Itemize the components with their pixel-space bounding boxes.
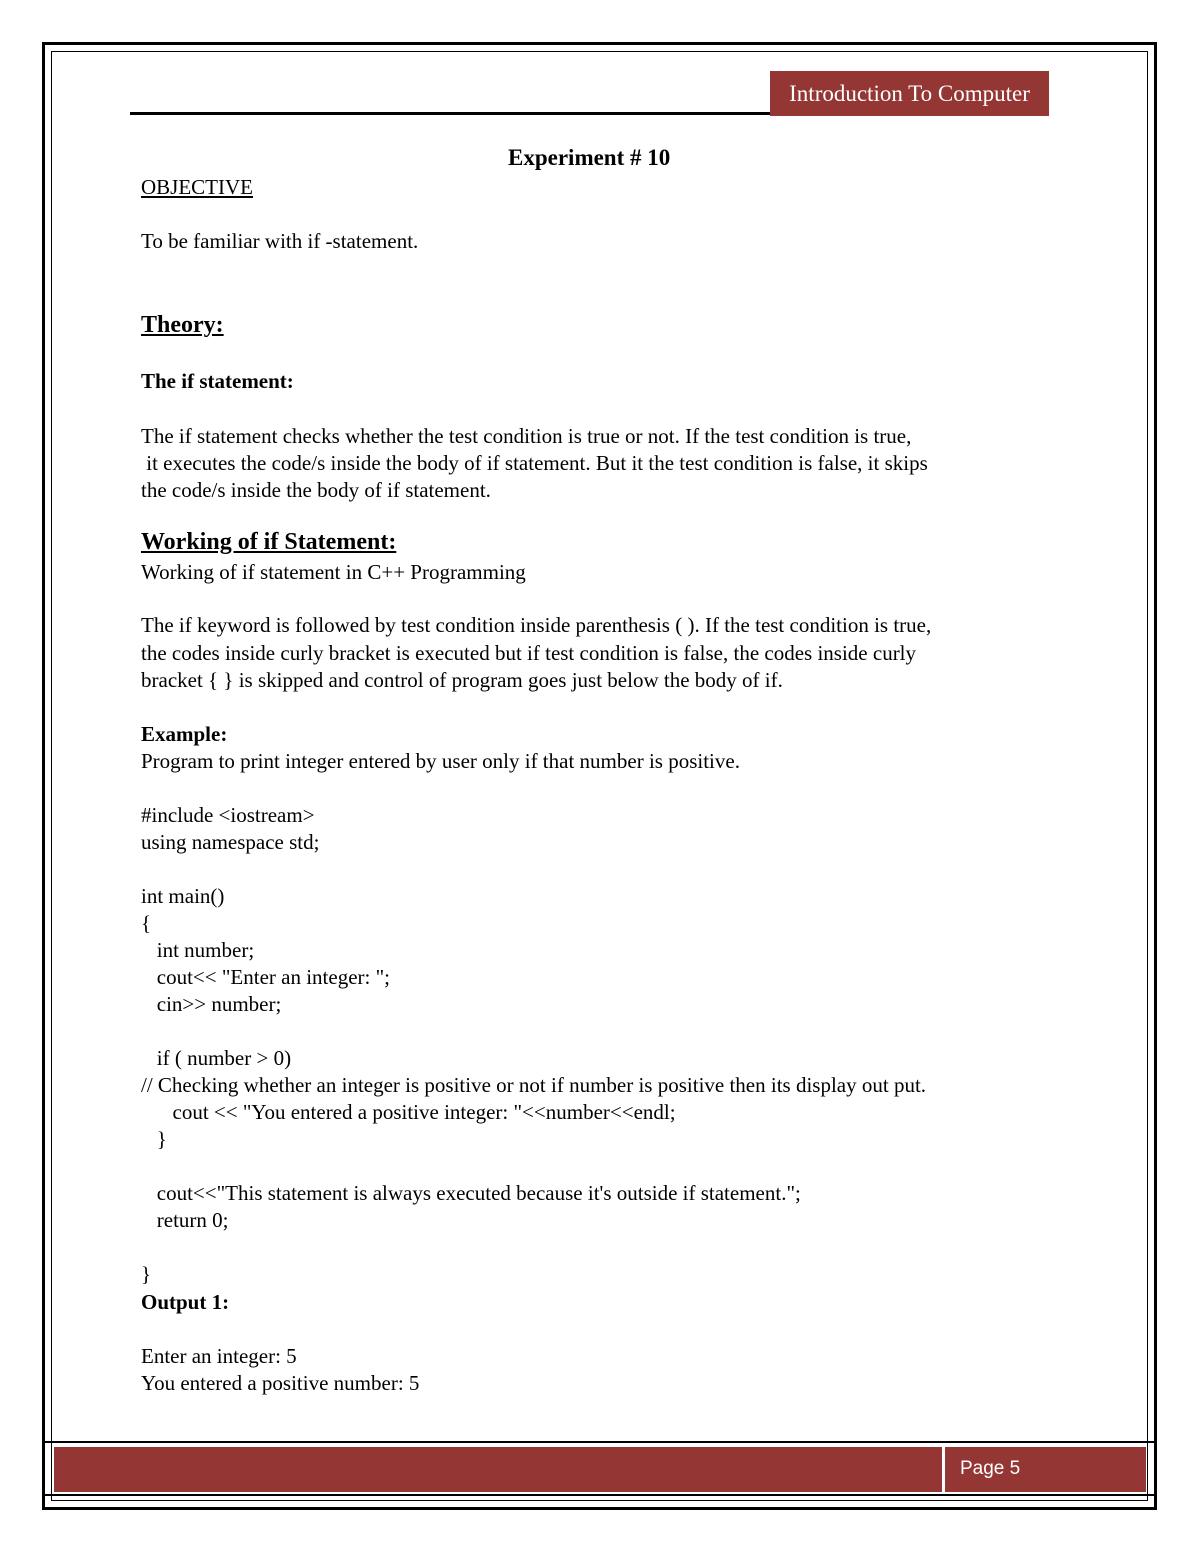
output-heading: Output 1: [141,1290,230,1314]
theory-line: the code/s inside the body of if statement. [141,478,491,502]
working-line: bracket { } is skipped and control of program goes just below the body of if. [141,668,783,692]
theory-line: it executes the code/s inside the body of if statement. But it the test condition is false, it skips [141,451,928,475]
example-heading: Example: [141,722,228,746]
working-caption: Working of if statement in C++ Programming [141,560,526,584]
footer-rule-top [44,1441,1155,1443]
objective-heading: OBJECTIVE [141,175,253,199]
code-line: } [141,1127,167,1151]
footer-rule-bottom [44,1494,1155,1496]
code-comment: // Checking whether an integer is positive or not if number is positive then its display out put. [141,1073,927,1097]
code-line: cin>> number; [141,992,282,1016]
code-line: { [141,911,152,935]
code-line: int number; [141,938,255,962]
code-line: if ( number > 0) [141,1046,292,1070]
theory-heading: Theory: [141,312,224,338]
experiment-title: Experiment # 10 [508,145,671,170]
working-line: the codes inside curly bracket is executed but if test condition is false, the codes inside curly [141,641,917,665]
example-description: Program to print integer entered by user only if that number is positive. [141,749,740,773]
code-line: int main() [141,884,225,908]
code-line: } [141,1262,152,1286]
working-heading: Working of if Statement: [141,529,397,555]
header-tab: Introduction To Computer [770,71,1049,116]
code-line: using namespace std; [141,830,320,854]
code-line: cout << "You entered a positive integer: "<<number<<endl; [141,1100,676,1124]
page-border-inner [51,51,1148,1501]
theory-line: The if statement checks whether the test condition is true or not. If the test condition is true, [141,424,912,448]
code-line: return 0; [141,1208,229,1232]
if-statement-subheading: The if statement: [141,369,294,393]
objective-text: To be familiar with if -statement. [141,229,419,253]
output-line: You entered a positive number: 5 [141,1371,420,1395]
header-rule [130,112,772,115]
code-line: cout<<"This statement is always executed because it's outside if statement."; [141,1181,801,1205]
code-line: cout<< "Enter an integer: "; [141,965,391,989]
page-number: Page 5 [960,1458,1021,1479]
working-line: The if keyword is followed by test condition inside parenthesis ( ). If the test condition is true, [141,613,932,637]
code-line: #include <iostream> [141,803,315,827]
footer-separator [942,1447,945,1492]
output-line: Enter an integer: 5 [141,1344,297,1368]
